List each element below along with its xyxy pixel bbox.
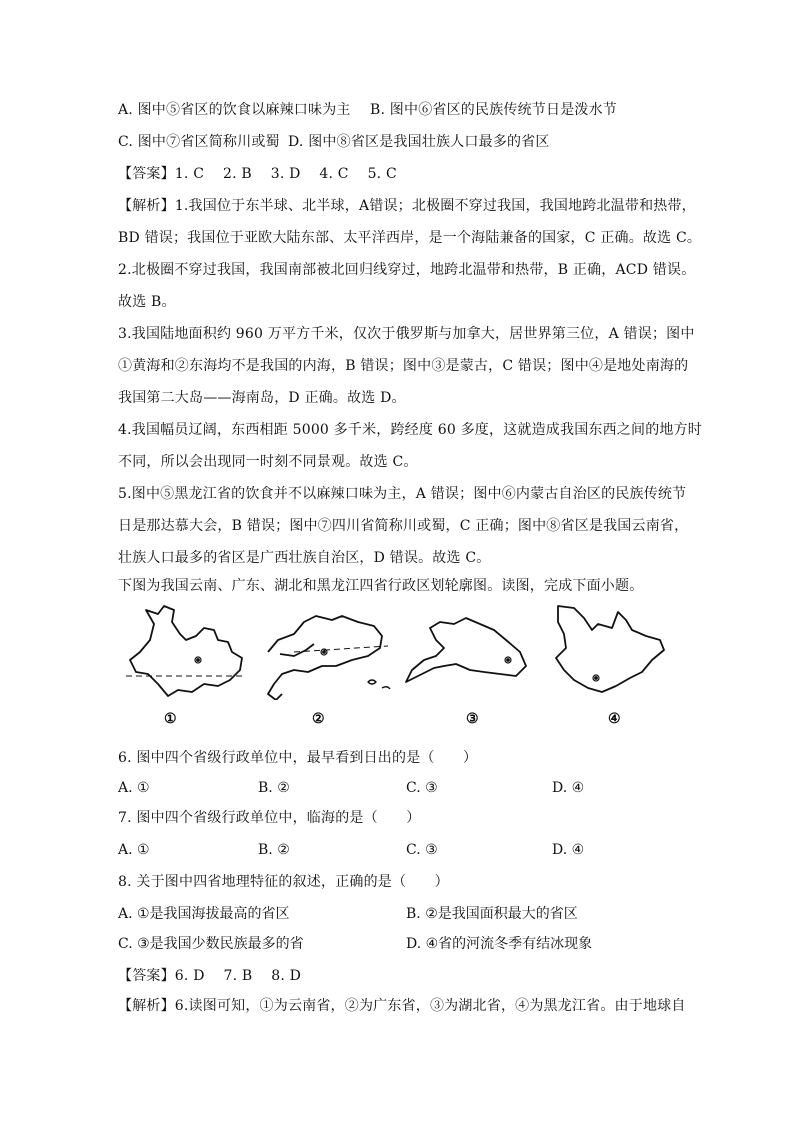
heilongjiang-outline	[556, 606, 664, 692]
analysis-line: 3.我国陆地面积约 960 万平方千米，仅次于俄罗斯与加拿大，居世界第三位，A 错误；图中	[118, 326, 695, 342]
analysis-line: BD 错误；我国位于亚欧大陆东部、太平洋西岸，是一个海陆兼备的国家，C 正确。故选 C。	[118, 230, 702, 246]
yunnan-outline	[130, 606, 242, 696]
option-a: A. 图中⑤省区的饮食以麻辣口味为主	[118, 102, 351, 118]
q7-option-a: A. ①	[118, 842, 150, 858]
analysis-line: 我国第二大岛——海南岛，D 正确。故选 D。	[118, 390, 406, 406]
map-label-1: ①	[164, 711, 177, 727]
analysis-line: 不同，所以会出现同一时刻不同景观。故选 C。	[118, 454, 418, 470]
province-outline-figure	[118, 600, 678, 730]
guangdong-outline	[268, 616, 382, 700]
province-maps-svg	[118, 600, 678, 700]
map-label-3: ③	[466, 711, 479, 727]
q7-option-c: C. ③	[406, 842, 438, 858]
map-label-4: ④	[608, 711, 621, 727]
answer-6-8: 【答案】6. D 7. B 8. D	[118, 968, 302, 984]
question-7: 7. 图中四个省级行政单位中，临海的是（ ）	[118, 810, 421, 826]
analysis-line: 2.北极圈不穿过我国，我国南部被北回归线穿过，地跨北温带和热带，B 正确，ACD 错误。	[118, 262, 696, 278]
q6-option-c: C. ③	[406, 780, 438, 796]
q7-option-b: B. ②	[258, 842, 290, 858]
analysis-line: 日是那达慕大会，B 错误；图中⑦四川省简称川或蜀，C 正确；图中⑧省区是我国云南省，	[118, 518, 689, 534]
q6-option-b: B. ②	[258, 780, 290, 796]
q6-option-d: D. ④	[552, 780, 585, 796]
analysis-line: 【解析】1.我国位于东半球、北半球，A错误；北极圈不穿过我国，我国地跨北温带和热带，	[118, 198, 696, 214]
map-label-2: ②	[312, 711, 325, 727]
q6-option-a: A. ①	[118, 780, 150, 796]
option-c: C. 图中⑦省区简称川或蜀	[118, 134, 280, 150]
analysis-line: 故选 B。	[118, 294, 176, 310]
analysis-line: 5.图中⑤黑龙江省的饮食并不以麻辣口味为主，A 错误；图中⑥内蒙古自治区的民族传统节	[118, 486, 687, 502]
question-6: 6. 图中四个省级行政单位中，最早看到日出的是（ ）	[118, 750, 478, 766]
analysis-6: 【解析】6.读图可知，①为云南省，②为广东省，③为湖北省，④为黑龙江省。由于地球自	[118, 998, 686, 1014]
question-8: 8. 关于图中四省地理特征的叙述，正确的是（ ）	[118, 874, 449, 890]
analysis-line: 4.我国幅员辽阔，东西相距 5000 多千米，跨经度 60 多度，这就造成我国东西之间的地方时	[118, 422, 702, 438]
q7-option-d: D. ④	[552, 842, 585, 858]
analysis-line: ①黄海和②东海均不是我国的内海，B 错误；图中③是蒙古，C 错误；图中④是地处南海的	[118, 358, 689, 374]
q8-option-c: C. ③是我国少数民族最多的省	[118, 936, 304, 952]
q8-option-b: B. ②是我国面积最大的省区	[406, 906, 578, 922]
analysis-line: 壮族人口最多的省区是广西壮族自治区，D 错误。故选 C。	[118, 550, 491, 566]
intro-text: 下图为我国云南、广东、湖北和黑龙江四省行政区划轮廓图。读图，完成下面小题。	[118, 578, 644, 594]
q8-option-d: D. ④省的河流冬季有结冰现象	[406, 936, 593, 952]
q8-option-a: A. ①是我国海拔最高的省区	[118, 906, 290, 922]
hubei-outline	[406, 618, 526, 682]
option-d: D. 图中⑧省区是我国壮族人口最多的省区	[288, 134, 550, 150]
answer-1-5: 【答案】1. C 2. B 3. D 4. C 5. C	[118, 166, 397, 182]
option-b: B. 图中⑥省区的民族传统节日是泼水节	[370, 102, 617, 118]
